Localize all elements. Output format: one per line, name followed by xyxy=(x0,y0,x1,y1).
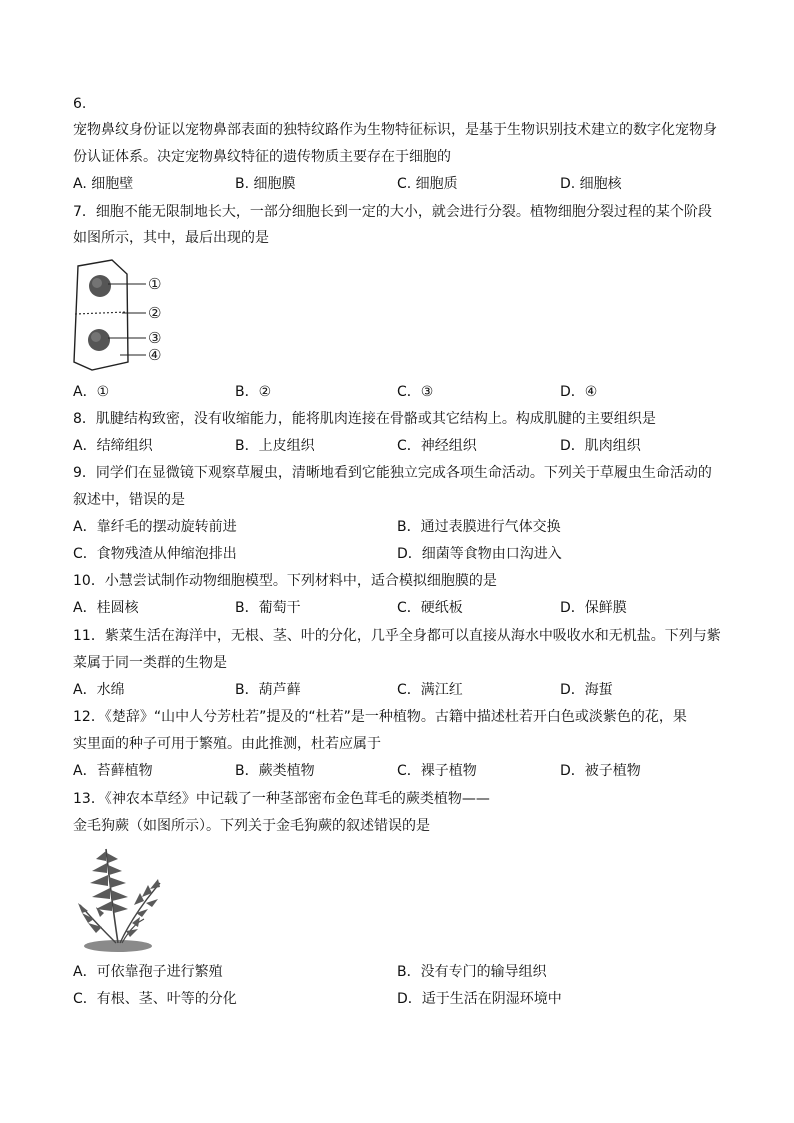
q8-stem-line1: 8．肌腱结构致密，没有收缩能力，能将肌肉连接在骨骼或其它结构上。构成肌腱的主要组织是 xyxy=(73,411,656,427)
q12-stem-line2: 实里面的种子可用于繁殖。由此推测，杜若应属于 xyxy=(73,736,381,752)
q8-option-b[interactable]: B．上皮组织 xyxy=(235,438,315,454)
figure-label-1: ① xyxy=(148,275,162,293)
figure-label-2: ② xyxy=(148,304,162,322)
q13-stem-line2: 金毛狗蕨（如图所示）。下列关于金毛狗蕨的叙述错误的是 xyxy=(73,818,430,834)
q9-option-a[interactable]: A．靠纤毛的摆动旋转前进 xyxy=(73,519,237,535)
q10-options xyxy=(73,598,753,618)
q13-options-row1 xyxy=(73,962,753,982)
q8-option-d[interactable]: D．肌肉组织 xyxy=(560,438,641,454)
q7-option-c[interactable]: C．③ xyxy=(397,384,434,400)
q6-option-d[interactable]: D. 细胞核 xyxy=(560,176,622,192)
q13-option-a[interactable]: A．可依靠孢子进行繁殖 xyxy=(73,964,223,980)
q6-option-b[interactable]: B. 细胞膜 xyxy=(235,176,296,192)
q6-stem-line2: 份认证体系。决定宠物鼻纹特征的遗传物质主要存在于细胞的 xyxy=(73,149,451,165)
q6-number: 6. xyxy=(73,96,87,112)
q12-options xyxy=(73,761,753,781)
q7-options xyxy=(73,382,753,402)
cell-plate-line xyxy=(75,312,127,314)
q10-stem-line1: 10．小慧尝试制作动物细胞模型。下列材料中，适合模拟细胞膜的是 xyxy=(73,573,497,589)
fern-fronds xyxy=(78,851,160,937)
q10-option-d[interactable]: D．保鲜膜 xyxy=(560,600,627,616)
q9-stem-line1: 9．同学们在显微镜下观察草履虫，清晰地看到它能独立完成各项生命活动。下列关于草履虫生命活动的 xyxy=(73,465,712,481)
q12-option-b[interactable]: B．蕨类植物 xyxy=(235,763,315,779)
q9-option-c[interactable]: C．食物残渣从伸缩泡排出 xyxy=(73,546,237,562)
q6-options xyxy=(73,174,753,194)
q7-option-a[interactable]: A．① xyxy=(73,384,110,400)
q11-stem-line1: 11．紫菜生活在海洋中，无根、茎、叶的分化，几乎全身都可以直接从海水中吸收水和无机盐。下列与紫 xyxy=(73,628,721,644)
figure-label-3: ③ xyxy=(148,329,162,347)
q11-option-a[interactable]: A．水绵 xyxy=(73,682,125,698)
q6-option-c[interactable]: C. 细胞质 xyxy=(397,176,458,192)
figure-label-4: ④ xyxy=(148,346,162,364)
q8-option-a[interactable]: A．结缔组织 xyxy=(73,438,153,454)
q13-option-d[interactable]: D．适于生活在阴湿环境中 xyxy=(397,991,562,1007)
q9-stem-line2: 叙述中，错误的是 xyxy=(73,492,185,508)
q9-option-b[interactable]: B．通过表膜进行气体交换 xyxy=(397,519,561,535)
q10-option-c[interactable]: C．硬纸板 xyxy=(397,600,463,616)
q12-option-d[interactable]: D．被子植物 xyxy=(560,763,641,779)
q10-option-a[interactable]: A．桂圆核 xyxy=(73,600,139,616)
q12-option-a[interactable]: A．苔藓植物 xyxy=(73,763,153,779)
q12-stem-line1: 12．《楚辞》“山中人兮芳杜若”提及的“杜若”是一种植物。古籍中描述杜若开白色或淡紫色的花，果 xyxy=(73,709,687,725)
q8-options xyxy=(73,436,753,456)
q12-option-c[interactable]: C．裸子植物 xyxy=(397,763,477,779)
q7-stem-line2: 如图所示，其中，最后出现的是 xyxy=(73,230,269,246)
q13-option-c[interactable]: C．有根、茎、叶等的分化 xyxy=(73,991,237,1007)
q11-option-c[interactable]: C．满江红 xyxy=(397,682,463,698)
q8-option-c[interactable]: C．神经组织 xyxy=(397,438,477,454)
q11-option-d[interactable]: D．海蜇 xyxy=(560,682,613,698)
q6-stem-line1: 宠物鼻纹身份证以宠物鼻部表面的独特纹路作为生物特征标识，是基于生物识别技术建立的数字化宠物身 xyxy=(73,122,717,138)
q11-options xyxy=(73,680,753,700)
q9-options-row1 xyxy=(73,517,753,537)
q11-stem-line2: 菜属于同一类群的生物是 xyxy=(73,655,227,671)
q13-option-b[interactable]: B．没有专门的输导组织 xyxy=(397,964,547,980)
cell-division-figure xyxy=(72,258,182,374)
fern-figure xyxy=(74,843,170,953)
q11-option-b[interactable]: B．葫芦藓 xyxy=(235,682,301,698)
q13-options-row2 xyxy=(73,989,753,1009)
q7-option-d[interactable]: D．④ xyxy=(560,384,598,400)
q13-stem-line1: 13．《神农本草经》中记载了一种茎部密布金色茸毛的蕨类植物—— xyxy=(73,791,490,807)
q9-option-d[interactable]: D．细菌等食物由口沟进入 xyxy=(397,546,562,562)
q10-option-b[interactable]: B．葡萄干 xyxy=(235,600,301,616)
q6-option-a[interactable]: A. 细胞壁 xyxy=(73,176,134,192)
q7-stem-line1: 7．细胞不能无限制地长大，一部分细胞长到一定的大小，就会进行分裂。植物细胞分裂过程的某个阶段 xyxy=(73,204,712,220)
q9-options-row2 xyxy=(73,544,753,564)
q7-option-b[interactable]: B．② xyxy=(235,384,272,400)
